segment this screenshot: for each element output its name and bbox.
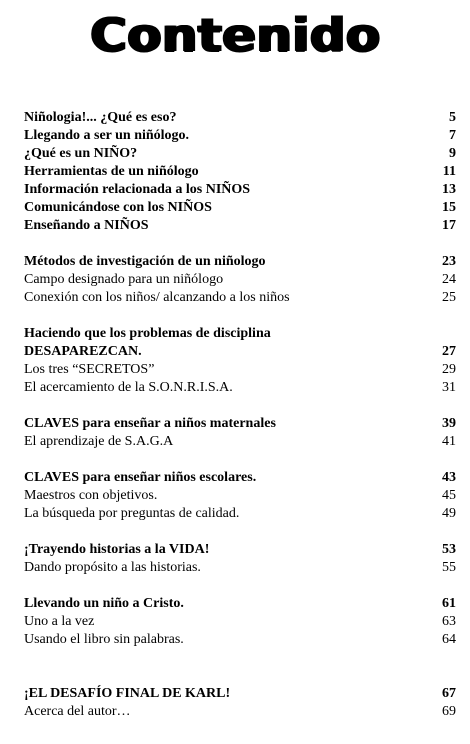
toc-entry	[24, 325, 456, 343]
toc-entry-page: 27	[442, 344, 456, 359]
toc-entry	[24, 433, 456, 451]
toc-entry	[24, 595, 456, 613]
toc-entry-page: 5	[449, 110, 456, 125]
toc-entry	[24, 361, 456, 379]
toc-entry-page: 43	[442, 470, 456, 485]
toc-entry-title: Enseñando a NIÑOS	[24, 218, 149, 233]
toc-entry-page: 15	[442, 200, 456, 215]
toc-entry-title: Acerca del autor…	[24, 704, 131, 719]
toc-entry-page: 25	[442, 290, 456, 305]
toc-entry	[24, 109, 456, 127]
toc-entry-title: Métodos de investigación de un niñologo	[24, 254, 266, 269]
section-gap	[24, 577, 456, 595]
toc-entry-title: CLAVES para enseñar a niños maternales	[24, 416, 276, 431]
toc-entry-title: Uno a la vez	[24, 614, 95, 629]
toc-entry	[24, 181, 456, 199]
page-title: Contenido	[89, 8, 381, 62]
toc-entry-page: 49	[442, 506, 456, 521]
toc-entry-page: 67	[442, 686, 456, 701]
toc-entry-title: ¿Qué es un NIÑO?	[24, 146, 138, 161]
toc-entry	[24, 631, 456, 649]
toc-entry	[24, 199, 456, 217]
toc-entry-page: 11	[442, 164, 456, 179]
toc-entry	[24, 163, 456, 181]
toc-entry-page: 23	[442, 254, 456, 269]
toc-entry-page: 45	[442, 488, 456, 503]
table-of-contents	[24, 109, 456, 721]
toc-entry-page: 24	[442, 272, 456, 287]
toc-entry	[24, 271, 456, 289]
toc-entry-page: 41	[442, 434, 456, 449]
toc-entry	[24, 703, 456, 721]
toc-entry	[24, 415, 456, 433]
toc-entry	[24, 505, 456, 523]
toc-entry-title: El aprendizaje de S.A.G.A	[24, 434, 174, 449]
toc-entry-title: Haciendo que los problemas de disciplina	[24, 326, 271, 341]
toc-entry-page: 61	[442, 596, 456, 611]
toc-entry	[24, 343, 456, 361]
toc-entry-page: 53	[442, 542, 456, 557]
toc-entry	[24, 469, 456, 487]
toc-entry-title: Información relacionada a los NIÑOS	[24, 182, 251, 197]
toc-entry-page: 29	[442, 362, 456, 377]
toc-entry	[24, 487, 456, 505]
toc-entry	[24, 379, 456, 397]
toc-entry-title: La búsqueda por preguntas de calidad.	[24, 506, 240, 521]
toc-entry-page: 63	[442, 614, 456, 629]
toc-entry	[24, 613, 456, 631]
toc-entry-title: Herramientas de un niñólogo	[24, 164, 199, 179]
toc-entry-page: 31	[442, 380, 456, 395]
toc-entry-title: Campo designado para un niñólogo	[24, 272, 224, 287]
toc-entry-title: Dando propósito a las historias.	[24, 560, 201, 575]
section-gap	[24, 451, 456, 469]
toc-entry-title: Conexión con los niños/ alcanzando a los niños	[24, 290, 290, 305]
section-gap	[24, 523, 456, 541]
toc-entry-title: ¡EL DESAFÍO FINAL DE KARL!	[24, 686, 231, 701]
toc-entry-title: Maestros con objetivos.	[24, 488, 158, 503]
toc-entry	[24, 541, 456, 559]
toc-entry-title: CLAVES para enseñar niños escolares.	[24, 470, 257, 485]
toc-entry	[24, 145, 456, 163]
toc-entry	[24, 685, 456, 703]
toc-entry-page: 17	[442, 218, 456, 233]
toc-entry-title: DESAPAREZCAN.	[24, 344, 142, 359]
toc-entry-title: Comunicándose con los NIÑOS	[24, 200, 212, 215]
toc-entry-title: Llegando a ser un niñólogo.	[24, 128, 190, 143]
toc-entry-page: 13	[442, 182, 456, 197]
toc-entry-title: Los tres “SECRETOS”	[24, 362, 155, 377]
toc-entry	[24, 289, 456, 307]
toc-entry-page: 39	[442, 416, 456, 431]
toc-entry	[24, 217, 456, 235]
toc-entry	[24, 559, 456, 577]
toc-entry-title: ¡Trayendo historias a la VIDA!	[24, 542, 210, 557]
toc-entry	[24, 253, 456, 271]
toc-entry-page: 9	[449, 146, 456, 161]
toc-entry-page: 64	[442, 632, 456, 647]
toc-entry-page: 7	[449, 128, 456, 143]
toc-entry-page: 69	[442, 704, 456, 719]
section-gap	[24, 307, 456, 325]
toc-entry-title: El acercamiento de la S.O.N.R.I.S.A.	[24, 380, 233, 395]
section-gap	[24, 397, 456, 415]
section-gap	[24, 235, 456, 253]
toc-entry-title: Llevando un niño a Cristo.	[24, 596, 184, 611]
toc-entry-title: Niñologia!... ¿Qué es eso?	[24, 110, 177, 125]
toc-entry-page: 55	[442, 560, 456, 575]
toc-entry-title: Usando el libro sin palabras.	[24, 632, 184, 647]
toc-entry	[24, 127, 456, 145]
section-gap	[24, 649, 456, 685]
